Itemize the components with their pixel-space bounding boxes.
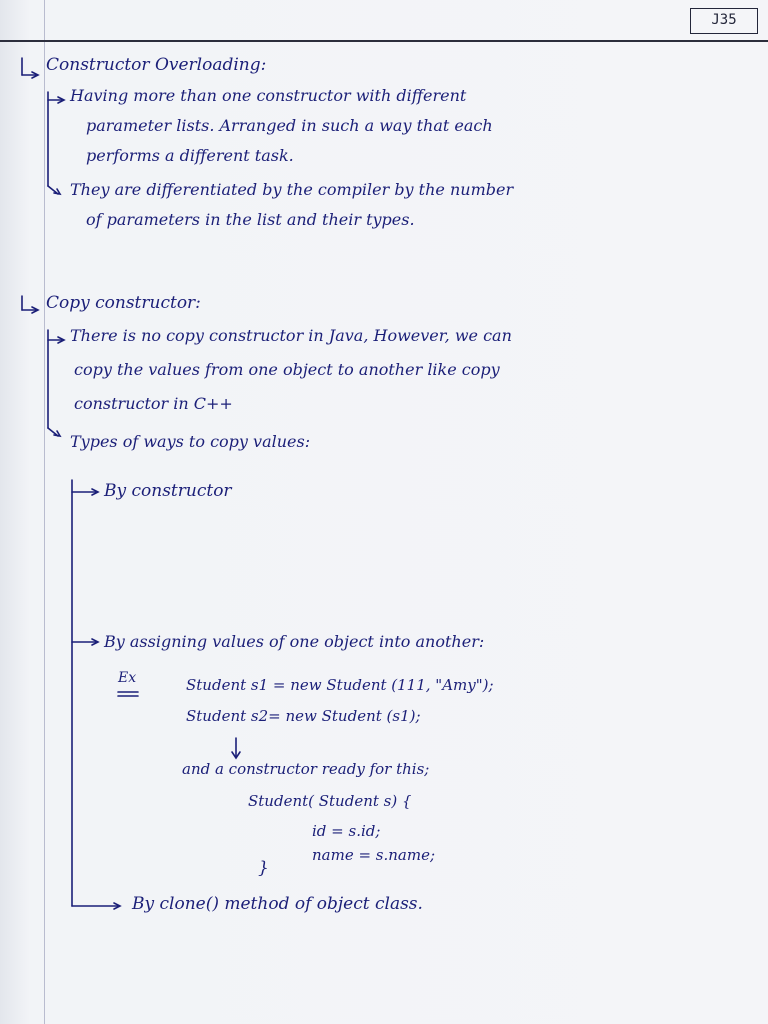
and-constructor-line: and a constructor ready for this; — [182, 760, 430, 778]
overloading-point1-line2: parameter lists. Arranged in such a way that each — [86, 116, 493, 135]
copy-point1-line3: constructor in C++ — [74, 394, 233, 413]
closing-brace: } — [258, 858, 269, 878]
code-line-s1: Student s1 = new Student (111, "Amy"); — [186, 676, 494, 694]
way-by-constructor: By constructor — [104, 481, 232, 501]
constructor-signature: Student( Student s) { — [248, 792, 412, 810]
heading-constructor-overloading: Constructor Overloading: — [46, 55, 267, 75]
overloading-point1-line1: Having more than one constructor with different — [70, 86, 467, 105]
overloading-point1-line3: performs a different task. — [86, 146, 294, 165]
types-of-ways-heading: Types of ways to copy values: — [70, 432, 311, 451]
way-by-clone: By clone() method of object class. — [132, 894, 423, 914]
code-line-s2: Student s2= new Student (s1); — [186, 707, 421, 725]
page-number-box: J35 — [690, 8, 758, 34]
copy-point1-line1: There is no copy constructor in Java, However, we can — [70, 326, 512, 345]
constructor-name-assign: name = s.name; — [312, 846, 436, 864]
heading-copy-constructor: Copy constructor: — [46, 293, 201, 313]
copy-point1-line2: copy the values from one object to another like copy — [74, 360, 500, 379]
overloading-point2-line1: They are differentiated by the compiler by the number — [70, 180, 514, 199]
constructor-id-assign: id = s.id; — [312, 822, 381, 840]
example-label: Ex — [118, 670, 137, 686]
overloading-point2-line2: of parameters in the list and their types. — [86, 210, 415, 229]
way-by-assigning: By assigning values of one object into another: — [104, 632, 485, 651]
